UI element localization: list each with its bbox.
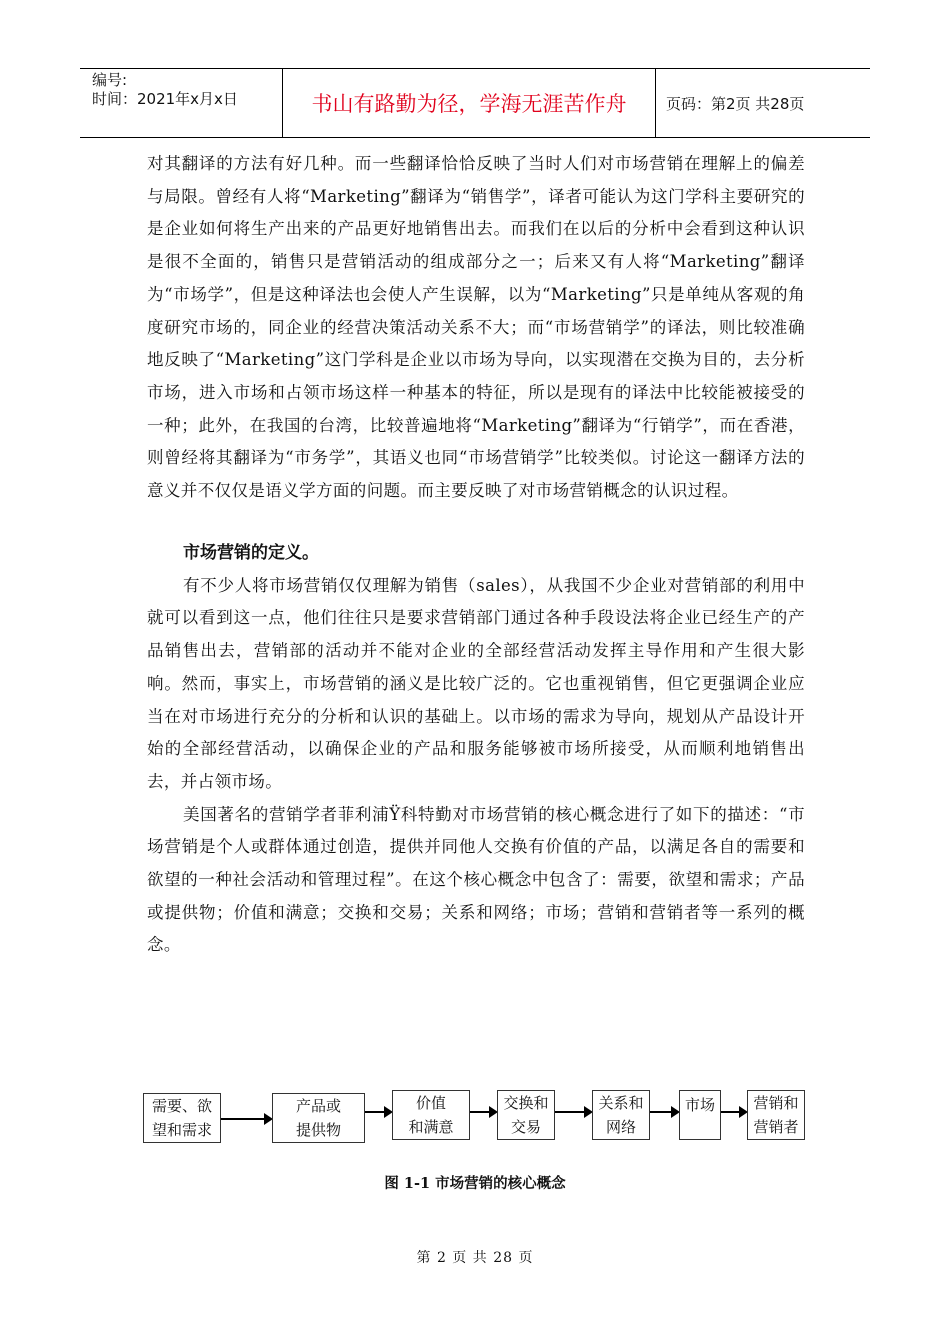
- section-title: 市场营销的定义。: [183, 542, 319, 563]
- concept-box-exchange: [497, 1090, 555, 1140]
- box-line: 交易: [510, 1118, 541, 1136]
- box-line: 望和需求: [151, 1121, 212, 1139]
- arrow-icon: [221, 1118, 265, 1120]
- concept-box-needs: [143, 1093, 221, 1143]
- document-number-label: 编号:: [92, 71, 128, 89]
- box-line: 营销者: [753, 1118, 799, 1136]
- box-line: 营销和: [753, 1094, 799, 1112]
- arrow-icon: [650, 1111, 672, 1113]
- arrow-icon: [721, 1111, 740, 1113]
- concept-box-products: [272, 1093, 365, 1143]
- document-date-label: 时间：2021年x月x日: [92, 90, 238, 108]
- box-line: 产品或: [295, 1097, 341, 1115]
- arrow-icon: [365, 1111, 385, 1113]
- box-line: 价值: [415, 1094, 446, 1112]
- figure-caption: 图 1-1 市场营销的核心概念: [384, 1175, 566, 1192]
- concept-box-value: [392, 1090, 470, 1140]
- box-line: 市场: [684, 1096, 715, 1114]
- box-line: 交换和: [503, 1094, 549, 1112]
- box-line: 提供物: [295, 1121, 341, 1139]
- concept-box-marketers: [747, 1090, 805, 1140]
- box-line: 关系和: [598, 1094, 644, 1112]
- section-paragraph-2: 美国著名的营销学者菲利浦Ÿ科特勤对市场营销的核心概念进行了如下的描述：“市场营销是个人或群体通过创造，提供并同他人交换有价值的产品，以满足各自的需要和欲望的一种社会活动和管理过程”。在这个核心概念中包含了：需要，欲望和需求；产品或提供物；价值和满意；交换和交易；关系和网络；市场；营销和营销者等一系列的概念。: [147, 804, 805, 955]
- body-paragraph-1: 对其翻译的方法有好几种。而一些翻译恰恰反映了当时人们对市场营销在理解上的偏差与局限。曾经有人将“Marketing”翻译为“销售学”，译者可能认为这门学科主要研究的是企业如何将生产出来的产品更好地销售出去。而我们在以后的分析中会看到这种认识是很不全面的，销售只是营销活动的组成部分之一；后来又有人将“Marketing”翻译为“市场学”，但是这种译法也会使人产生误解，以为“Marketing”只是单纯从客观的角度研究市场的，同企业的经营决策活动关系不大；而“市场营销学”的译法，则比较准确地反映了“Marketing”这门学科是企业以市场为导向，以实现潜在交换为目的，去分析市场，进入市场和占领市场这样一种基本的特征，所以是现有的译法中比较能被接受的一种；此外，在我国的台湾，比较普遍地将“Marketing”翻译为“行销学”，而在香港，则曾经将其翻译为“市务学”，其语义也同“市场营销学”比较类似。讨论这一翻译方法的意义并不仅仅是语义学方面的问题。而主要反映了对市场营销概念的认识过程。: [147, 154, 805, 501]
- page-header: [80, 68, 870, 138]
- header-page-label: 页码：第2页 共28页: [666, 94, 805, 113]
- document-body: [147, 148, 805, 962]
- concept-box-relationships: [592, 1090, 650, 1140]
- box-line: 网络: [605, 1118, 636, 1136]
- header-motto: 书山有路勤为径，学海无涯苦作舟: [283, 69, 656, 137]
- concept-box-market: [679, 1090, 721, 1140]
- box-line: 需要、欲: [151, 1097, 212, 1115]
- arrow-icon: [555, 1111, 585, 1113]
- box-line: 和满意: [408, 1118, 454, 1136]
- page-footer: 第 2 页 共 28 页: [416, 1250, 534, 1266]
- arrow-icon: [470, 1111, 490, 1113]
- header-left-cell: [80, 69, 283, 137]
- section-paragraph-1: 有不少人将市场营销仅仅理解为销售（sales），从我国不少企业对营销部的利用中就可以看到这一点，他们往往只是要求营销部门通过各种手段设法将企业已经生产的产品销售出去，营销部的活动并不能对企业的全部经营活动发挥主导作用和产生很大影响。然而，事实上，市场营销的涵义是比较广泛的。它也重视销售，但它更强调企业应当在对市场进行充分的分析和认识的基础上。以市场的需求为导向，规划从产品设计开始的全部经营活动，以确保企业的产品和服务能够被市场所接受，从而顺利地销售出去，并占领市场。: [147, 575, 805, 791]
